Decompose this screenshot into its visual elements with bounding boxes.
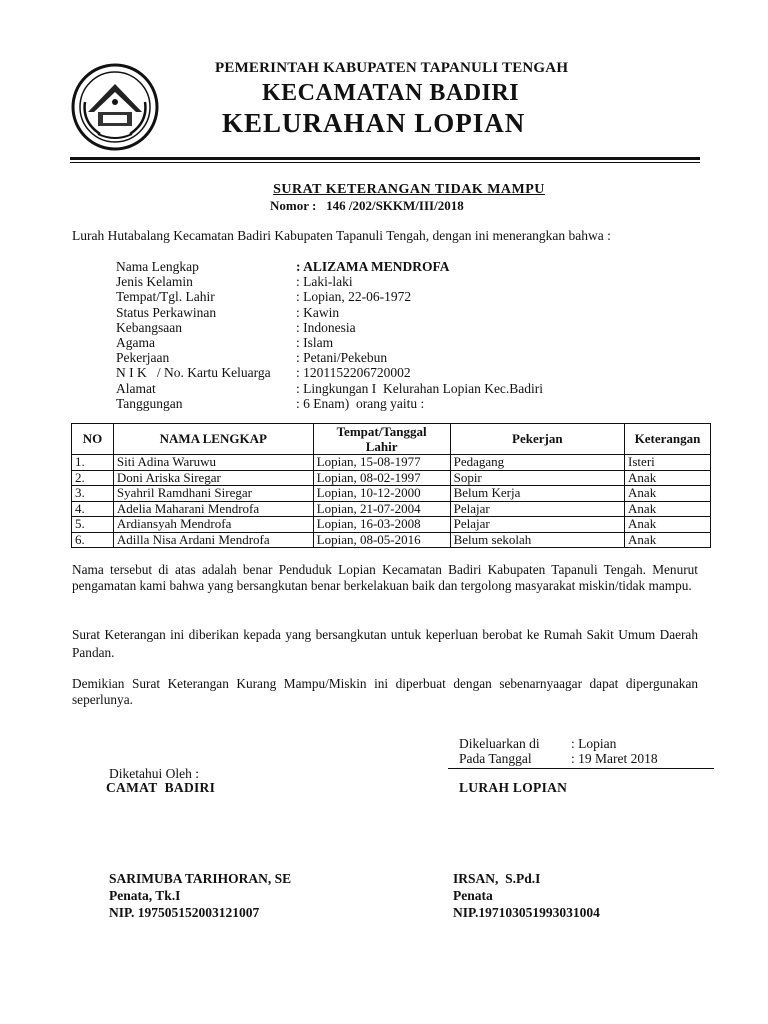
cell-name: Doni Ariska Siregar	[113, 470, 313, 486]
identity-row: Nama Lengkap : ALIZAMA MENDROFA	[116, 259, 450, 274]
letter-number-value: 146 /202/SKKM/III/2018	[326, 198, 464, 213]
cell-name: Ardiansyah Mendrofa	[113, 517, 313, 533]
cell-note: Anak	[625, 501, 711, 517]
table-row	[72, 532, 711, 548]
col-header-job: Pekerjan	[450, 424, 624, 455]
col-header-name: NAMA LENGKAP	[113, 424, 313, 455]
cell-job: Pelajar	[450, 501, 624, 517]
cell-name: Adilla Nisa Ardani Mendrofa	[113, 532, 313, 548]
cell-birth: Lopian, 21-07-2004	[313, 501, 450, 517]
identity-row: Agama : Islam	[116, 334, 334, 350]
lurah-name: IRSAN, S.Pd.I	[453, 871, 541, 886]
cell-job: Belum Kerja	[450, 486, 624, 502]
cell-birth: Lopian, 08-05-2016	[313, 532, 450, 548]
letterhead-divider	[70, 157, 700, 160]
identity-row: Alamat : Lingkungan I Kelurahan Lopian Kec.Badiri	[116, 380, 544, 396]
cell-birth: Lopian, 08-02-1997	[313, 470, 450, 486]
cell-job: Pedagang	[450, 455, 624, 471]
intro-text: Lurah Hutabalang Kecamatan Badiri Kabupaten Tapanuli Tengah, dengan ini menerangkan bahwa :	[72, 228, 611, 243]
cell-name: Adelia Maharani Mendrofa	[113, 501, 313, 517]
col-header-note: Keterangan	[625, 424, 711, 455]
table-row	[72, 501, 711, 517]
cell-no: 4.	[72, 501, 114, 517]
issue-date-label: Pada Tanggal	[459, 751, 532, 766]
letter-number	[270, 198, 464, 214]
letterhead-divider-thin	[70, 162, 700, 163]
cell-no: 1.	[72, 455, 114, 471]
statement-paragraph: Nama tersebut di atas adalah benar Penduduk Lopian Kecamatan Badiri Kabupaten Tapanuli Tengah. Menurut pengamatan kami bahwa yang bersangkutan benar berkelakuan baik dan tergolong masyarakat miskin/tidak mampu.	[72, 562, 698, 593]
table-row	[72, 517, 711, 533]
regency-emblem-icon	[70, 62, 160, 152]
cell-note: Anak	[625, 517, 711, 533]
col-header-birth: Tempat/Tanggal Lahir	[313, 424, 450, 455]
lurah-nip: NIP.197103051993031004	[453, 905, 600, 920]
issue-date-value: : 19 Maret 2018	[571, 751, 658, 766]
col-header-no: NO	[72, 424, 114, 455]
lurah-title: LURAH LOPIAN	[459, 780, 568, 795]
identity-row: Pekerjaan : Petani/Pekebun	[116, 350, 388, 366]
cell-birth: Lopian, 16-03-2008	[313, 517, 450, 533]
letterhead-village: KELURAHAN LOPIAN	[222, 108, 526, 138]
cell-note: Anak	[625, 470, 711, 486]
identity-block	[116, 259, 543, 411]
camat-nip: NIP. 197505152003121007	[109, 905, 260, 920]
cell-birth: Lopian, 15-08-1977	[313, 455, 450, 471]
cell-note: Isteri	[625, 455, 711, 471]
letter-title: SURAT KETERANGAN TIDAK MAMPU	[273, 182, 545, 197]
cell-job: Sopir	[450, 470, 624, 486]
identity-row: Kebangsaan : Indonesia	[116, 319, 356, 335]
known-by-label: Diketahui Oleh :	[109, 766, 199, 781]
identity-row: Tempat/Tgl. Lahir : Lopian, 22-06-1972	[116, 289, 412, 305]
family-table	[71, 423, 711, 548]
camat-signature-block	[109, 870, 291, 921]
identity-row: Jenis Kelamin : Laki-laki	[116, 274, 353, 290]
issue-underline	[448, 768, 714, 769]
cell-job: Belum sekolah	[450, 532, 624, 548]
table-row	[72, 470, 711, 486]
cell-note: Anak	[625, 486, 711, 502]
cell-birth: Lopian, 10-12-2000	[313, 486, 450, 502]
letter-number-label: Nomor :	[270, 198, 317, 213]
cell-job: Pelajar	[450, 517, 624, 533]
cell-name: Syahril Ramdhani Siregar	[113, 486, 313, 502]
cell-no: 3.	[72, 486, 114, 502]
letterhead-government: PEMERINTAH KABUPATEN TAPANULI TENGAH	[215, 60, 569, 76]
letterhead-district: KECAMATAN BADIRI	[262, 80, 520, 106]
cell-no: 2.	[72, 470, 114, 486]
lurah-signature-block	[453, 870, 600, 921]
identity-row: N I K / No. Kartu Keluarga : 1201152206720002	[116, 365, 411, 381]
cell-note: Anak	[625, 532, 711, 548]
camat-name: SARIMUBA TARIHORAN, SE	[109, 871, 292, 886]
table-row	[72, 455, 711, 471]
lurah-rank: Penata	[453, 888, 493, 903]
camat-rank: Penata, Tk.I	[109, 888, 181, 903]
purpose-paragraph: Surat Keterangan ini diberikan kepada yang bersangkutan untuk keperluan berobat ke Rumah Sakit Umum Daerah Pandan.	[72, 627, 698, 660]
cell-no: 5.	[72, 517, 114, 533]
closing-paragraph: Demikian Surat Keterangan Kurang Mampu/Miskin ini diperbuat dengan sebenarnyaagar dapat dipergunakan seperlunya.	[72, 676, 698, 707]
camat-title: CAMAT BADIRI	[106, 780, 216, 795]
issue-place-value: : Lopian	[571, 736, 617, 751]
cell-name: Siti Adina Waruwu	[113, 455, 313, 471]
table-header-row	[72, 424, 711, 455]
identity-row: Tanggungan : 6 Enam) orang yaitu :	[116, 395, 425, 411]
identity-row: Status Perkawinan : Kawin	[116, 304, 340, 320]
cell-no: 6.	[72, 532, 114, 548]
issue-place-label: Dikeluarkan di	[459, 736, 540, 751]
table-row	[72, 486, 711, 502]
issue-details	[459, 736, 658, 766]
